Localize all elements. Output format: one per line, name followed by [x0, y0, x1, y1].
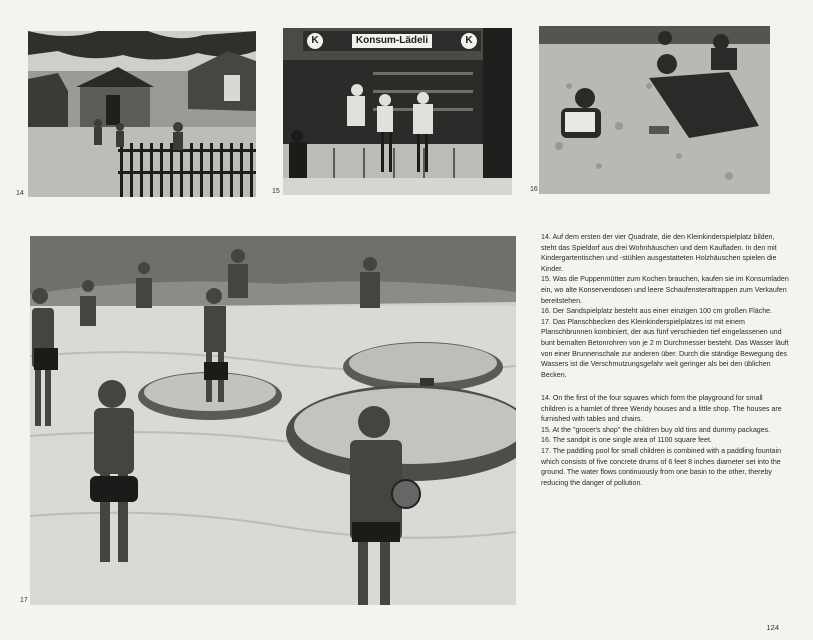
caption-english	[541, 393, 789, 488]
caption-en-16: 16. The sandpit is one single area of 1100 square feet.	[541, 436, 712, 445]
caption-de-14: 14. Auf dem ersten der vier Quadrate, die den Kleinkinderspielplatz bilden, steht das Spieldorf aus drei Wohnhäuschen und dem Kaufladen. In den mit Kindergartentischen und -stühlen ausgestatteten Holzhäuschen spielen die Kinder.	[541, 233, 777, 273]
page-number: 124	[766, 623, 779, 632]
caption-german	[541, 232, 789, 380]
caption-de-16: 16. Der Sandspielplatz besteht aus einer einzigen 100 cm großen Fläche.	[541, 307, 773, 316]
figure-number-17: 17	[20, 597, 28, 604]
caption-en-14: 14. On the first of the four squares which form the playground for small children is a hamlet of three Wendy houses and a little shop. The houses are furnished with tables and chairs.	[541, 394, 782, 424]
photo-sandpit	[539, 26, 770, 194]
photo-paddling-pool	[30, 236, 516, 605]
caption-en-17: 17. The paddling pool for small children is combined with a paddling fountain which consists of five concrete drums of 6 feet 8 inches diameter set into the ground. The water flows continuously from one basin to the other, thereby reducing the danger of pollution.	[541, 446, 782, 487]
shop-sign-text: Konsum-Lädeli	[352, 34, 432, 48]
caption-en-15: 15. At the "grocer's shop" the children buy old tins and dummy packages.	[541, 425, 771, 434]
caption-de-15: 15. Was die Puppenmütter zum Kochen brauchen, kaufen sie im Konsumladen ein, wo alte Konservendosen und leere Schaufensterattrappen zum Verkaufen bereitstehen.	[541, 275, 789, 305]
caption-de-17: 17. Das Planschbecken des Kleinkinderspielplatzes ist mit einem Planschbrunnen kombiniert, der aus fünf verschieden tief eingelassenen und bunt bemalten Betonrohren von je 2 m Durchmesser besteht. Das Wasser läuft von einer Brunnenschale zur anderen über. Durch die ständige Bewegung des Wassers ist die Verschmutzungsgefahr weit geringer als bei den üblichen Becken.	[541, 317, 789, 379]
figure-number-14: 14	[16, 190, 24, 197]
figure-number-16: 16	[530, 186, 538, 193]
konsum-logo-left: K	[307, 33, 323, 49]
figure-number-15: 15	[272, 188, 280, 195]
konsum-logo-right: K	[461, 33, 477, 49]
photo-wendy-houses	[28, 31, 256, 197]
photo-konsum-shop	[283, 28, 512, 195]
shop-sign	[303, 31, 481, 51]
